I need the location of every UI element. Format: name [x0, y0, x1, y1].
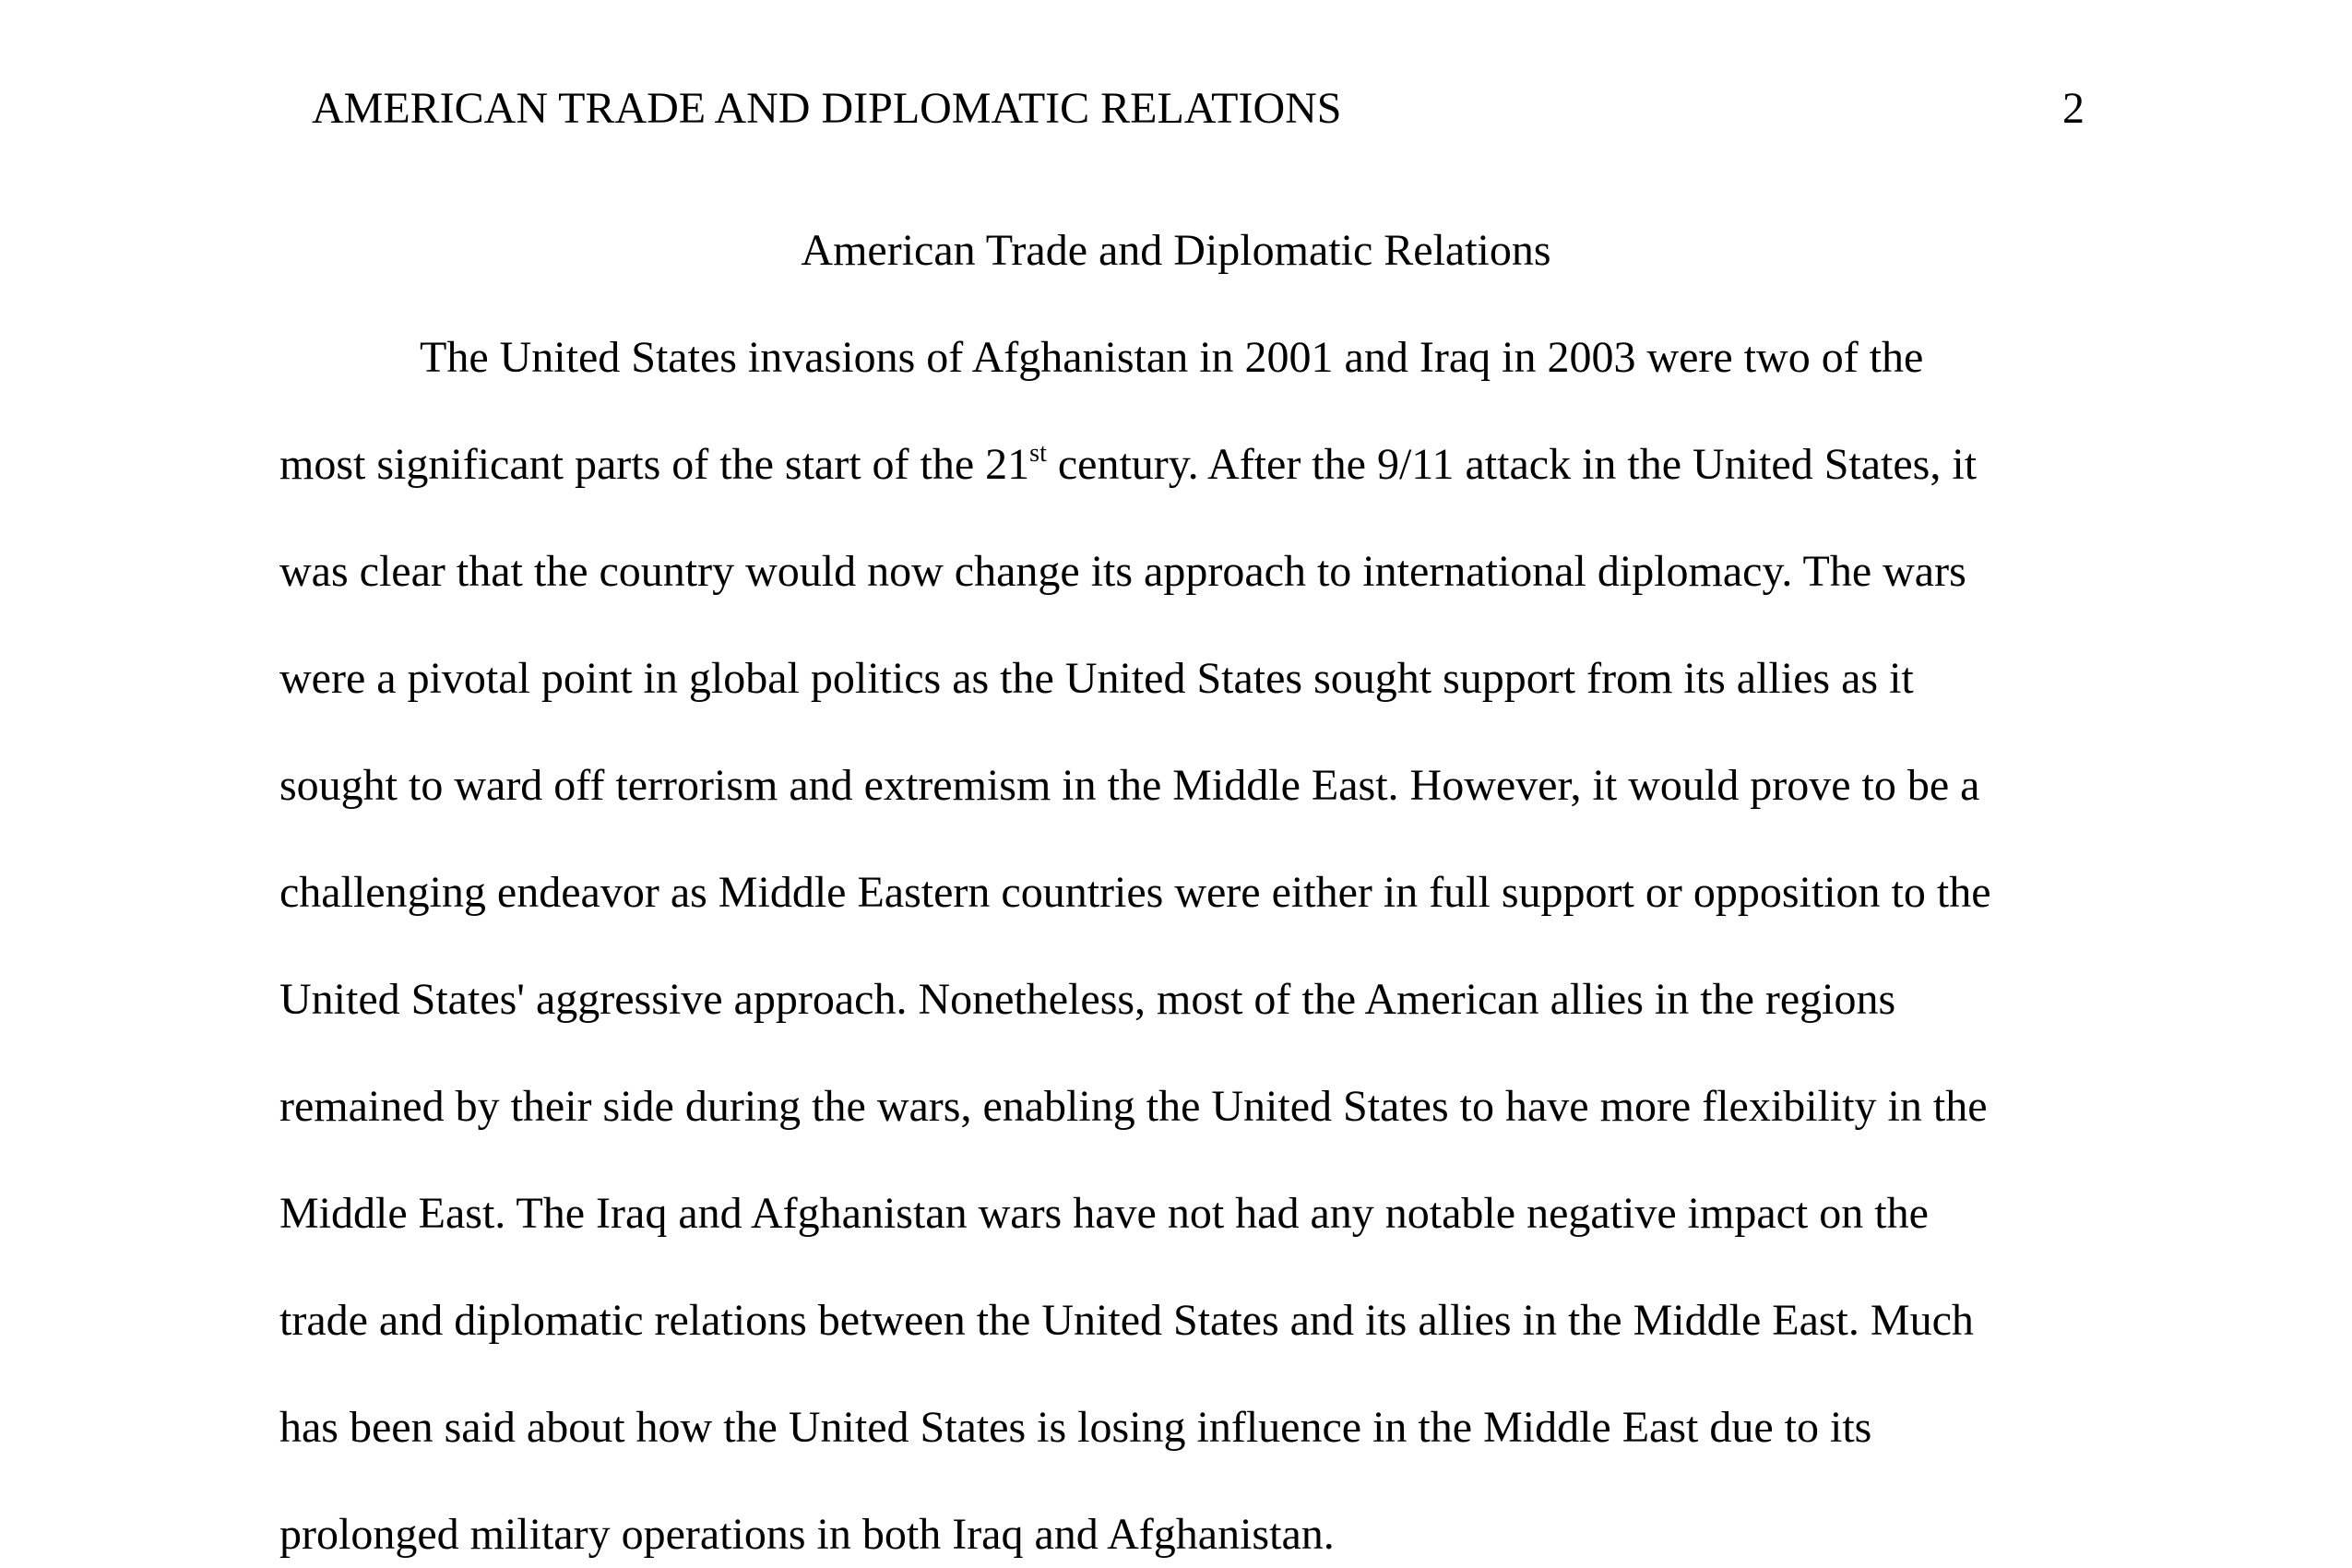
document-title: American Trade and Diplomatic Relations — [801, 226, 1551, 275]
body-line: trade and diplomatic relations between the United States and its allies in the Middle East. Much — [279, 1296, 1974, 1345]
running-head: AMERICAN TRADE AND DIPLOMATIC RELATIONS — [312, 84, 1342, 133]
ordinal-superscript: st — [1029, 439, 1047, 468]
body-line-text: century. After the 9/11 attack in the United States, it — [1046, 440, 1978, 489]
body-line: remained by their side during the wars, enabling the United States to have more flexibility in the — [279, 1082, 1988, 1131]
body-line: were a pivotal point in global politics as the United States sought support from its allies as it — [279, 654, 1914, 703]
body-line: The United States invasions of Afghanistan in 2001 and Iraq in 2003 were two of the — [420, 333, 1924, 382]
body-line: Middle East. The Iraq and Afghanistan wars have not had any notable negative impact on the — [279, 1189, 1929, 1238]
body-line: challenging endeavor as Middle Eastern countries were either in full support or opposition to the — [279, 868, 1991, 917]
page-number: 2 — [2062, 84, 2085, 133]
body-line: sought to ward off terrorism and extremism in the Middle East. However, it would prove to be a — [279, 761, 1980, 810]
body-line: prolonged military operations in both Iraq and Afghanistan. — [279, 1510, 1335, 1559]
body-line-text: most significant parts of the start of the 21 — [279, 440, 1030, 489]
body-line: United States' aggressive approach. Nonetheless, most of the American allies in the regions — [279, 975, 1896, 1024]
body-line — [279, 437, 1977, 493]
body-line: was clear that the country would now change its approach to international diplomacy. The wars — [279, 547, 1966, 596]
body-line: has been said about how the United States is losing influence in the Middle East due to its — [279, 1403, 1872, 1452]
